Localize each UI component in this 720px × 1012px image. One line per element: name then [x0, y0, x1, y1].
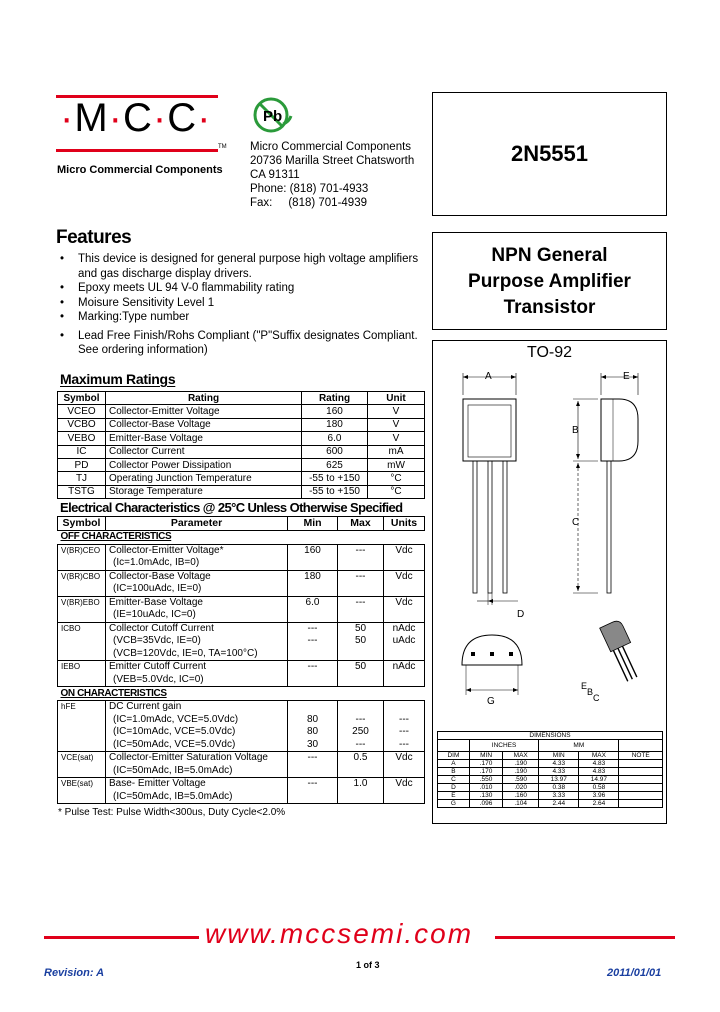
cell: mA [368, 445, 425, 458]
cell: DIM [438, 752, 470, 760]
features-title: Features [56, 227, 132, 248]
parameter-cell [106, 544, 288, 570]
col-header: Min [288, 517, 338, 531]
pin-label-c: C [593, 693, 600, 703]
table-row [58, 622, 425, 661]
cell: Collector-Emitter Voltage [106, 405, 302, 418]
max-cell: --- [338, 596, 384, 622]
section-row [58, 687, 425, 701]
cell: .096 [469, 800, 502, 808]
symbol-cell: V(BR)CEO [58, 544, 106, 570]
pin-label-b: B [587, 687, 594, 697]
logo-bottom-bar [56, 149, 218, 152]
unit-cell: Vdc [384, 778, 425, 804]
description-line: NPN General [491, 245, 608, 266]
cell: IC [58, 445, 106, 458]
unit-cell: --- --- --- [384, 701, 425, 752]
table-row [438, 776, 663, 784]
cell: .130 [469, 792, 502, 800]
package-box [432, 340, 667, 824]
cell: MAX [579, 752, 619, 760]
parameter-cell [106, 778, 288, 804]
table-row [58, 418, 425, 431]
cell: B [438, 768, 470, 776]
table-row [58, 405, 425, 418]
table-header-row [58, 392, 425, 405]
symbol-cell: VCE(sat) [58, 752, 106, 778]
cell: -55 to +150 [302, 485, 368, 498]
table-row [58, 432, 425, 445]
cell: 2.64 [579, 800, 619, 808]
min-cell: --- [288, 778, 338, 804]
table-row [438, 768, 663, 776]
revision-date: 2011/01/01 [607, 967, 662, 979]
dims-title: DIMENSIONS [438, 732, 663, 740]
unit-cell: Vdc [384, 752, 425, 778]
table-row [58, 661, 425, 687]
cell: °C [368, 485, 425, 498]
col-header: Symbol [58, 517, 106, 531]
cell [619, 760, 663, 768]
max-cell: --- [338, 544, 384, 570]
dim-label-a: A [485, 371, 492, 382]
parameter-line: (VEB=5.0Vdc, IC=0) [113, 673, 204, 685]
cell: 4.33 [539, 760, 579, 768]
table-row [438, 740, 663, 752]
parameter-line: Emitter Cutoff Current [109, 661, 207, 672]
dim-label-b: B [572, 425, 579, 436]
cell [619, 768, 663, 776]
cell: D [438, 784, 470, 792]
features-list [60, 252, 420, 358]
table-row [438, 784, 663, 792]
parameter-line: (VCB=35Vdc, IE=0) [113, 635, 201, 646]
cell: G [438, 800, 470, 808]
cell: 600 [302, 445, 368, 458]
cell: 3.33 [539, 792, 579, 800]
unit-cell: Vdc [384, 596, 425, 622]
unit-cell: Vdc [384, 570, 425, 596]
package-name: TO-92 [526, 344, 573, 361]
symbol-cell: V(BR)EBO [58, 596, 106, 622]
cell: Collector Power Dissipation [106, 458, 302, 471]
col-header: Unit [368, 392, 425, 405]
parameter-cell [106, 661, 288, 687]
cell: Collector-Base Voltage [106, 418, 302, 431]
address-line: 20736 Marilla Street Chatsworth [250, 155, 415, 167]
cell: MIN [539, 752, 579, 760]
table-row [438, 792, 663, 800]
max-cell: 50 [338, 661, 384, 687]
cell: .020 [503, 784, 539, 792]
max-cell: 0.5 [338, 752, 384, 778]
address-line: Micro Commercial Components [250, 141, 412, 153]
part-number-box [432, 92, 667, 216]
parameter-line: Collector-Emitter Voltage* [109, 544, 224, 556]
symbol-cell: hFE [58, 701, 106, 752]
trademark: TM [218, 144, 227, 150]
cell: Collector Current [106, 445, 302, 458]
col-header: Max [338, 517, 384, 531]
cell: 13.97 [539, 776, 579, 784]
col-header: Rating [106, 392, 302, 405]
parameter-cell [106, 570, 288, 596]
page-number [356, 960, 380, 970]
cell: 6.0 [302, 432, 368, 445]
feature-item: • Marking:Type number [60, 310, 420, 325]
dim-label-e: E [623, 371, 630, 382]
cell: .170 [469, 760, 502, 768]
parameter-line: (IE=10uAdc, IC=0) [113, 609, 196, 620]
cell [438, 740, 470, 752]
section-title: OFF CHARACTERISTICS [60, 531, 172, 542]
cell: .550 [469, 776, 502, 784]
parameter-line: (Ic=1.0mAdc, IB=0) [113, 557, 200, 568]
table-row [438, 760, 663, 768]
min-cell: --- --- [288, 622, 338, 661]
cell: °C [368, 472, 425, 485]
parameter-line: (IC=100uAdc, IE=0) [113, 583, 202, 594]
feature-item: • Lead Free Finish/Rohs Compliant ("P"Suffix designates Compliant. See ordering information) [60, 329, 420, 358]
section-title: ON CHARACTERISTICS [60, 687, 167, 699]
part-number: 2N5551 [510, 141, 589, 166]
cell: .104 [503, 800, 539, 808]
cell: 4.33 [539, 768, 579, 776]
logo-text: ·M·C·C· [60, 96, 212, 140]
pin-label-e: E [581, 681, 588, 691]
cell [619, 784, 663, 792]
max-cell: --- [338, 570, 384, 596]
address-line: CA 91311 [250, 169, 300, 181]
parameter-line: (IC=50mAdc, VCE=5.0Vdc) [113, 738, 236, 750]
parameter-cell [106, 622, 288, 661]
cell: TSTG [58, 485, 106, 498]
cell: V [368, 432, 425, 445]
min-cell: 160 [288, 544, 338, 570]
table-row [58, 445, 425, 458]
website-url[interactable]: www.mccsemi.com [205, 918, 474, 949]
cell: 180 [302, 418, 368, 431]
col-header: Parameter [106, 517, 288, 531]
parameter-line: (IC=1.0mAdc, VCE=5.0Vdc) [113, 713, 239, 725]
table-row [438, 800, 663, 808]
cell: E [438, 792, 470, 800]
cell: .590 [503, 776, 539, 784]
parameter-line: Collector Cutoff Current [109, 622, 214, 634]
table-row [58, 701, 425, 752]
table-row [438, 732, 663, 740]
cell: Operating Junction Temperature [106, 472, 302, 485]
cell: 0.38 [539, 784, 579, 792]
cell: 160 [302, 405, 368, 418]
cell: .160 [503, 792, 539, 800]
cell: PD [58, 458, 106, 471]
parameter-line: Collector-Base Voltage [109, 570, 211, 582]
dim-label-c: C [572, 517, 580, 528]
col-header: Symbol [58, 392, 106, 405]
parameter-line: DC Current gain [109, 701, 182, 712]
symbol-cell: V(BR)CBO [58, 570, 106, 596]
table-row [58, 544, 425, 570]
description-line: Transistor [503, 297, 596, 318]
cell: TJ [58, 472, 106, 485]
footer-bar-right [495, 936, 675, 939]
address-line: Phone: (818) 701-4933 [250, 183, 369, 195]
cell [619, 792, 663, 800]
parameter-cell [106, 701, 288, 752]
dimensions-table [437, 731, 663, 808]
cell: VCBO [58, 418, 106, 431]
max-ratings-title: Maximum Ratings [60, 371, 176, 387]
cell: .190 [503, 760, 539, 768]
cell: .010 [469, 784, 502, 792]
package-drawing [433, 365, 666, 735]
parameter-line: (IC=50mAdc, IB=5.0mAdc) [113, 764, 233, 776]
col-header: Rating [302, 392, 368, 405]
pb-free-icon [250, 94, 296, 136]
col-header: Units [384, 517, 425, 531]
dim-label-g: G [487, 696, 495, 707]
footer-bar-left [44, 936, 199, 939]
table-row [58, 458, 425, 471]
parameter-line: (IC=50mAdc, IB=5.0mAdc) [113, 790, 233, 802]
parameter-line: (VCB=120Vdc, IE=0, TA=100°C) [113, 647, 258, 659]
cell: C [438, 776, 470, 784]
cell: A [438, 760, 470, 768]
cell: .170 [469, 768, 502, 776]
cell [619, 776, 663, 784]
cell: Emitter-Base Voltage [106, 432, 302, 445]
cell: V [368, 418, 425, 431]
cell: V [368, 405, 425, 418]
cell: 14.97 [579, 776, 619, 784]
description-line: Purpose Amplifier [468, 271, 631, 292]
elec-char-title: Electrical Characteristics @ 25°C Unless Otherwise Specified [60, 500, 403, 515]
symbol-cell: VBE(sat) [58, 778, 106, 804]
cell: 4.83 [579, 760, 619, 768]
page-number-text: 1 of 3 [356, 960, 380, 970]
feature-item: • Epoxy meets UL 94 V-0 flammability rating [60, 281, 420, 296]
unit-cell: nAdc uAdc [384, 622, 425, 661]
cell: 625 [302, 458, 368, 471]
min-cell: 80 80 30 [288, 701, 338, 752]
min-cell: --- [288, 752, 338, 778]
table-row [58, 752, 425, 778]
parameter-cell [106, 596, 288, 622]
cell: 3.96 [579, 792, 619, 800]
cell: .190 [503, 768, 539, 776]
dim-label-d: D [517, 609, 525, 620]
cell: MIN [469, 752, 502, 760]
cell: -55 to +150 [302, 472, 368, 485]
feature-item: • Moisure Sensitivity Level 1 [60, 296, 420, 311]
max-ratings-table [57, 391, 425, 499]
min-cell: 180 [288, 570, 338, 596]
table-row [58, 570, 425, 596]
company-address [250, 140, 414, 210]
unit-cell: Vdc [384, 544, 425, 570]
min-cell: --- [288, 661, 338, 687]
table-row [438, 752, 663, 760]
table-row [58, 778, 425, 804]
table-header-row [58, 517, 425, 531]
address-line: Fax: (818) 701-4939 [250, 197, 367, 209]
parameter-line: (IC=10mAdc, VCE=5.0Vdc) [113, 726, 236, 737]
parameter-line: Collector-Emitter Saturation Voltage [109, 752, 268, 763]
cell: MM [539, 740, 619, 752]
parameter-cell [106, 752, 288, 778]
cell: VEBO [58, 432, 106, 445]
table-row [58, 472, 425, 485]
max-cell: --- 250 --- [338, 701, 384, 752]
symbol-cell: IEBO [58, 661, 106, 687]
cell: 4.83 [579, 768, 619, 776]
table-row [58, 596, 425, 622]
description-box [432, 232, 667, 330]
feature-item: • This device is designed for general purpose high voltage amplifiers and gas discharge display drivers. [60, 252, 420, 281]
parameter-line: Emitter-Base Voltage [109, 596, 203, 608]
cell [619, 800, 663, 808]
cell: MAX [503, 752, 539, 760]
cell: 0.58 [579, 784, 619, 792]
parameter-line: Base- Emitter Voltage [109, 778, 206, 789]
cell: NOTE [619, 752, 663, 760]
cell: mW [368, 458, 425, 471]
max-cell: 50 50 [338, 622, 384, 661]
pb-label: Pb [263, 108, 283, 125]
cell: 2.44 [539, 800, 579, 808]
max-cell: 1.0 [338, 778, 384, 804]
cell: VCEO [58, 405, 106, 418]
cell: Storage Temperature [106, 485, 302, 498]
company-subtitle: Micro Commercial Components [57, 164, 223, 176]
table-row [58, 485, 425, 498]
unit-cell: nAdc [384, 661, 425, 687]
pulse-note: * Pulse Test: Pulse Width<300us, Duty Cycle<2.0% [58, 807, 286, 818]
cell [619, 740, 663, 752]
cell: INCHES [469, 740, 538, 752]
symbol-cell: ICBO [58, 622, 106, 661]
elec-char-table [57, 516, 425, 804]
mcc-logo [60, 96, 211, 141]
min-cell: 6.0 [288, 596, 338, 622]
section-row [58, 530, 425, 544]
revision: Revision: A [44, 967, 105, 979]
